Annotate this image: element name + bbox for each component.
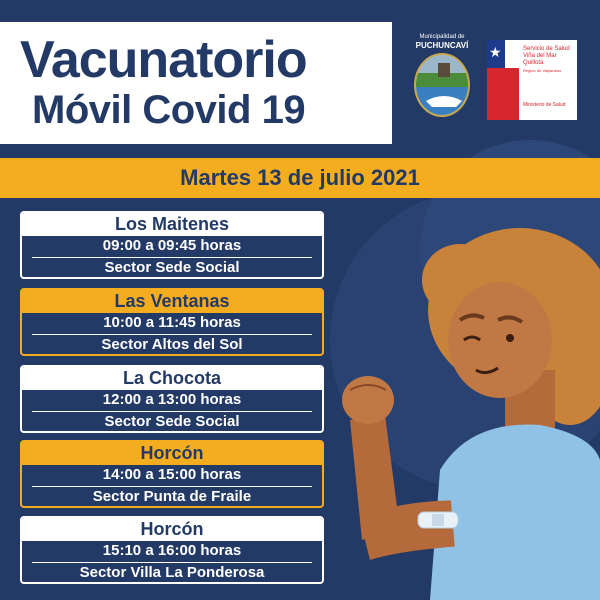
health-service-logo <box>487 40 577 120</box>
time-range: 15:10 a 16:00 horas <box>102 542 242 559</box>
municipality-shield-icon <box>414 53 470 117</box>
location-name: Horcón <box>22 518 322 541</box>
location-name: Las Ventanas <box>22 290 322 313</box>
schedule-card <box>20 516 324 584</box>
star-icon: ★ <box>489 44 502 60</box>
sector: Sector Sede Social <box>104 413 240 430</box>
time-range: 10:00 a 11:45 horas <box>103 314 241 331</box>
time-range: 12:00 a 13:00 horas <box>102 391 242 408</box>
municipality-logo <box>410 34 474 134</box>
flag-red-block <box>487 68 519 120</box>
page-title-line1: Vacunatorio <box>20 31 307 89</box>
page-title-line2: Móvil Covid 19 <box>32 88 306 132</box>
time-range: 09:00 a 09:45 horas <box>102 237 242 254</box>
schedule-card <box>20 365 324 433</box>
schedule-card <box>20 440 324 508</box>
sector: Sector Sede Social <box>104 259 240 276</box>
location-name: La Chocota <box>22 367 322 390</box>
time-range: 14:00 a 15:00 horas <box>102 466 242 483</box>
health-service-text: Servicio de Salud Viña del Mar Quillota Región de Valparaíso <box>523 46 570 73</box>
sector: Sector Punta de Fraile <box>92 488 252 505</box>
schedule-card <box>20 288 324 356</box>
sector: Sector Villa La Ponderosa <box>79 564 265 581</box>
person-flexing-arm-with-bandage-icon <box>330 200 600 600</box>
schedule-card <box>20 211 324 279</box>
ministry-label: Ministerio de Salud <box>523 102 566 108</box>
location-name: Horcón <box>22 442 322 465</box>
sector: Sector Altos del Sol <box>101 336 243 353</box>
municipality-name: PUCHUNCAVÍ <box>415 41 469 50</box>
location-name: Los Maitenes <box>22 213 322 236</box>
municipality-label: Municipalidad de <box>419 34 465 40</box>
date-banner: Martes 13 de julio 2021 <box>0 158 600 198</box>
